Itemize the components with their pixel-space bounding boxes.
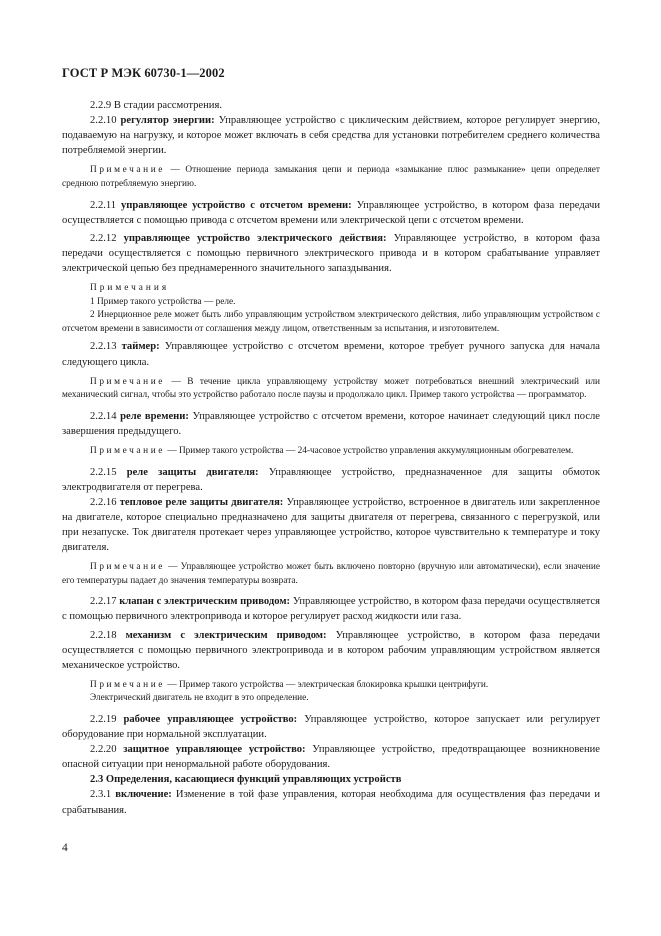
term-initiation: включение: xyxy=(115,789,172,801)
note-2-2-12-item-2: 2 Инерционное реле может быть либо управляющим устройством электрического действия, либо управляющим устройством с отсчетом времени в зависимости от соглашения между лицом, ответственным за испытания, и изготовителем. xyxy=(62,310,600,334)
note-2-2-18: Примечание — Пример такого устройства — электрическая блокировка крышки центрифуги. xyxy=(90,679,489,690)
document-body xyxy=(62,98,600,818)
term-time-relay: реле времени: xyxy=(120,410,189,422)
term-operating-control: рабочее управляющее устройство: xyxy=(123,713,298,725)
clause-2-2-13: 2.2.13 таймер: Управляющее устройство с отсчетом времени, которое требует ручного запуска для начала следующего цикла. xyxy=(62,341,600,368)
clause-2-2-12: 2.2.12 управляющее устройство электрического действия: Управляющее устройство, в котором фаза передачи осуществляется с помощью первичного электрического привода и в котором срабатывание управляет электрической цепью без преднамеренного значительного запаздывания. xyxy=(62,232,600,274)
note-2-2-10: Примечание — Отношение периода замыкания цепи и периода «замыкание плюс размыкание» цепи определяет среднюю потребляемую энергию. xyxy=(62,165,600,189)
note-2-2-12-item-1: 1 Пример такого устройства — реле. xyxy=(90,296,236,307)
clause-2-3-1: 2.3.1 включение: Изменение в той фазе управления, которая необходима для осуществления фаз передачи и срабатывания. xyxy=(62,789,600,816)
clause-2-2-11: 2.2.11 управляющее устройство с отсчетом времени: Управляющее устройство, в котором фаза передачи осуществляется с помощью привода с отсчетом времени или электрической цепи с отсчетом времени. xyxy=(62,199,600,226)
term-thermal-motor-protector: тепловое реле защиты двигателя: xyxy=(119,496,284,508)
note-2-2-16: Примечание — Управляющее устройство может быть включено повторно (вручную или автоматически), если значение его температуры падает до значения температуры возврата. xyxy=(62,562,601,586)
notes-heading-2-2-12: Примечания xyxy=(90,283,170,294)
section-heading-2-3: 2.3 Определения, касающиеся функций управляющих устройств xyxy=(90,774,402,786)
clause-2-2-19: 2.2.19 рабочее управляющее устройство: Управляющее устройство, которое запускает или регулирует оборудование при нормальной эксплуатации. xyxy=(62,713,600,741)
note-2-2-13: Примечание — В течение цикла управляющему устройству может потребоваться внешний электрический или механический сигнал, чтобы это устройство работало после паузы и продолжало цикл. Пример такого устройства — программатор. xyxy=(62,376,601,401)
term-timed-control: управляющее устройство с отсчетом времени: xyxy=(120,199,352,211)
term-protective-control: защитное управляющее устройство: xyxy=(123,744,306,756)
term-timer: таймер: xyxy=(121,341,160,353)
clause-2-2-16: 2.2.16 тепловое реле защиты двигателя: Управляющее устройство, встроенное в двигатель или закрепленное на двигателе, которое специально предназначено для защиты двигателя от перегрева, связанного с перегрузкой, или при незапуске. Ток двигателя протекает через управляющее устройство, которое чувствительно к температуре и току двигателя. xyxy=(62,496,601,554)
clause-2-2-15: 2.2.15 реле защиты двигателя: Управляющее устройство, предназначенное для защиты обмоток электродвигателя от перегрева. xyxy=(62,466,600,493)
term-motor-protector: реле защиты двигателя: xyxy=(126,466,259,478)
term-electric-valve: клапан с электрическим приводом: xyxy=(119,596,291,608)
term-electrical-control: управляющее устройство электрического действия: xyxy=(123,232,387,244)
clause-2-2-14: 2.2.14 реле времени: Управляющее устройство с отсчетом времени, которое начинает следующий цикл после завершения предыдущего. xyxy=(62,410,601,437)
term-electric-mechanism: механизм с электрическим приводом: xyxy=(125,629,327,641)
document-header: ГОСТ Р МЭК 60730-1—2002 xyxy=(62,66,225,80)
term-energy-regulator: регулятор энергии: xyxy=(120,115,215,127)
clause-2-2-17: 2.2.17 клапан с электрическим приводом: Управляющее устройство, в котором фаза передачи осуществляется с помощью первичного электропривода и которое регулирует расход жидкости или газа. xyxy=(62,596,600,623)
clause-2-2-10: 2.2.10 регулятор энергии: Управляющее устройство с циклическим действием, которое регулирует энергию, подаваемую на нагрузку, и которое может включать в себя средства для установки потребителем среднего количества потребляемой энергии. xyxy=(62,115,600,157)
note-2-2-18-line-2: Электрический двигатель не входит в это определение. xyxy=(90,693,309,704)
clause-2-2-9: 2.2.9 В стадии рассмотрения. xyxy=(90,100,222,111)
page-number: 4 xyxy=(62,842,68,854)
clause-2-2-20: 2.2.20 защитное управляющее устройство: Управляющее устройство, предотвращающее возникновение опасной ситуации при ненормальной работе оборудования. xyxy=(62,744,601,771)
clause-2-2-18: 2.2.18 механизм с электрическим приводом: Управляющее устройство, в котором фаза передачи осуществляется с помощью первичного электропривода и в котором рабочим управляющим устройством является механическое устройство. xyxy=(62,629,601,671)
note-2-2-14: Примечание — Пример такого устройства — 24-часовое устройство управления аккумуляционным обогревателем. xyxy=(90,445,574,456)
